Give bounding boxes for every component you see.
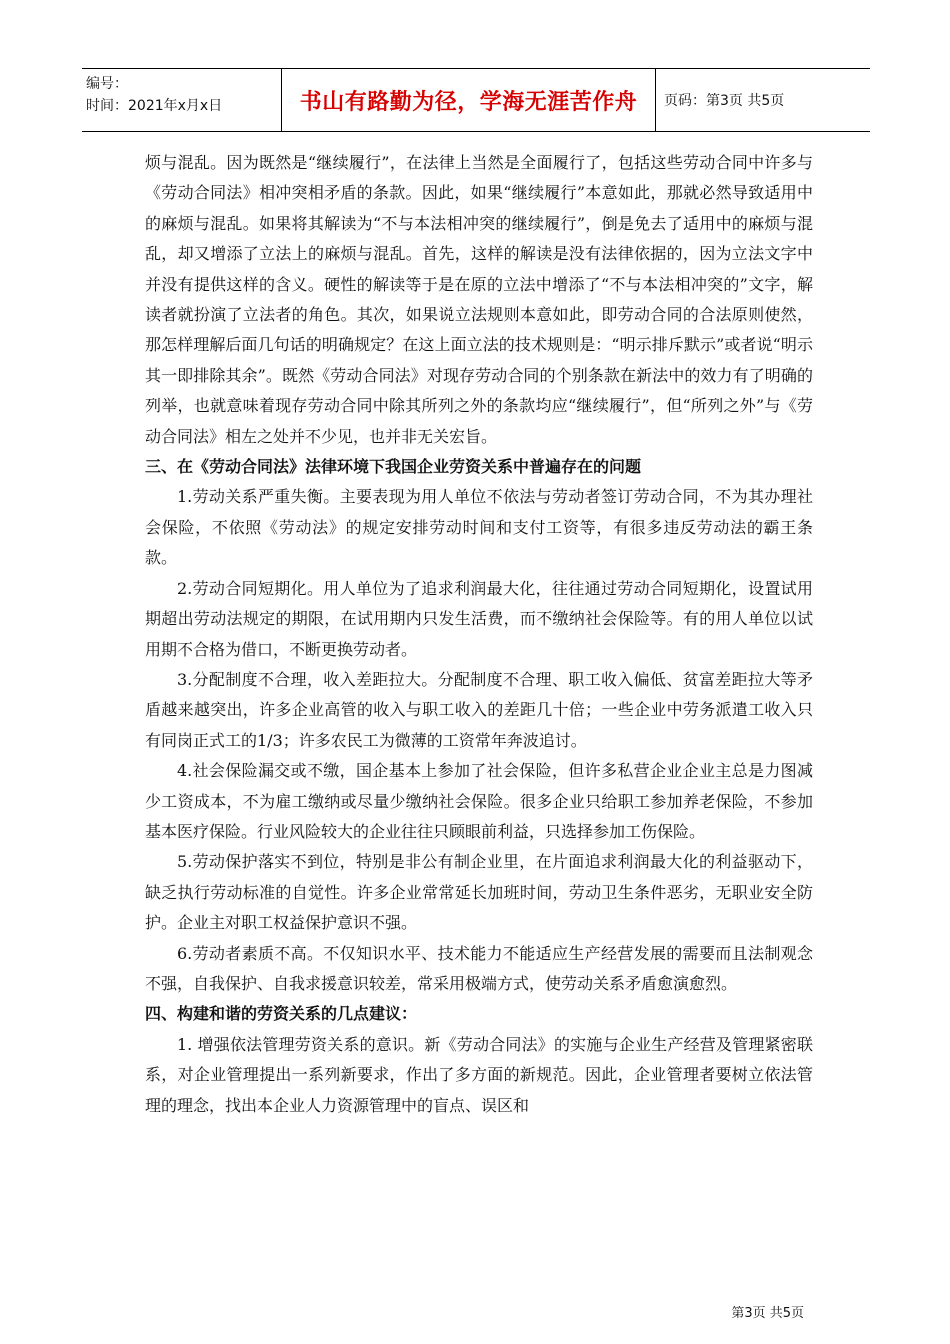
document-body [145, 148, 813, 1121]
list-item-1: 1.劳动关系严重失衡。主要表现为用人单位不依法与劳动者签订劳动合同，不为其办理社会保险，不依照《劳动法》的规定安排劳动时间和支付工资等，有很多违反劳动法的霸王条款。 [145, 487, 813, 568]
list-item-6: 6.劳动者素质不高。不仅知识水平、技术能力不能适应生产经营发展的需要而且法制观念不强，自我保护、自我求援意识较差，常采用极端方式，使劳动关系矛盾愈演愈烈。 [145, 943, 813, 993]
time-label: 时间：2021年x月x日 [86, 98, 223, 114]
page-footer: 第3页 共5页 [731, 1306, 804, 1321]
number-label: 编号： [86, 76, 128, 92]
list-item-5: 5.劳动保护落实不到位，特别是非公有制企业里，在片面追求利润最大化的利益驱动下，缺乏执行劳动标准的自觉性。许多企业常常延长加班时间，劳动卫生条件恶劣，无职业安全防护。企业主对职工权益保护意识不强。 [145, 852, 813, 933]
section-heading-4: 四、构建和谐的劳资关系的几点建议： [145, 1004, 418, 1024]
section-heading-3: 三、在《劳动合同法》法律环境下我国企业劳资关系中普遍存在的问题 [145, 457, 642, 477]
header-motto: 书山有路勤为径，学海无涯苦作舟 [282, 69, 656, 131]
list-item-4: 4.社会保险漏交或不缴，国企基本上参加了社会保险，但许多私营企业企业主总是力图减少工资成本，不为雇工缴纳或尽量少缴纳社会保险。很多企业只给职工参加养老保险，不参加基本医疗保险。行业风险较大的企业往往只顾眼前利益，只选择参加工伤保险。 [145, 761, 813, 841]
paragraph-continued: 烦与混乱。因为既然是“继续履行”，在法律上当然是全面履行了，包括这些劳动合同中许多与《劳动合同法》相冲突相矛盾的条款。因此，如果“继续履行”本意如此，那就必然导致适用中的麻烦与混乱。如果将其解读为“不与本法相冲突的继续履行”，倒是免去了适用中的麻烦与混乱，却又增添了立法上的麻烦与混乱。首先，这样的解读是没有法律依据的，因为立法文字中并没有提供这样的含义。硬性的解读等于是在原的立法中增添了“不与本法相冲突的”文字，解读者就扮演了立法者的角色。其次，如果说立法规则本意如此，即劳动合同的合法原则使然，那怎样理解后面几句话的明确规定？在这上面立法的技术规则是：“明示排斥默示”或者说“明示其一即排除其余”。既然《劳动合同法》对现存劳动合同的个别条款在新法中的效力有了明确的列举，也就意味着现存劳动合同中除其所列之外的条款均应“继续履行”，但“所列之外”与《劳动合同法》相左之处并不少见，也并非无关宏旨。 [145, 153, 813, 446]
page-header [82, 68, 870, 132]
list-item-3: 3.分配制度不合理，收入差距拉大。分配制度不合理、职工收入偏低、贫富差距拉大等矛盾越来越突出，许多企业高管的收入与职工收入的差距几十倍；一些企业中劳务派遣工收入只有同岗正式工的1/3；许多农民工为微薄的工资常年奔波追讨。 [145, 669, 813, 750]
list-item-2: 2.劳动合同短期化。用人单位为了追求利润最大化，往往通过劳动合同短期化，设置试用期超出劳动法规定的期限，在试用期内只发生活费，而不缴纳社会保险等。有的用人单位以试用期不合格为借口，不断更换劳动者。 [145, 578, 813, 659]
header-meta [82, 69, 282, 131]
suggestion-1: 1. 增强依法管理劳资关系的意识。新《劳动合同法》的实施与企业生产经营及管理紧密联系，对企业管理提出一系列新要求，作出了多方面的新规范。因此，企业管理者要树立依法管理的理念，找出本企业人力资源管理中的盲点、误区和 [145, 1034, 813, 1115]
header-page-code: 页码：第3页 共5页 [664, 93, 785, 109]
